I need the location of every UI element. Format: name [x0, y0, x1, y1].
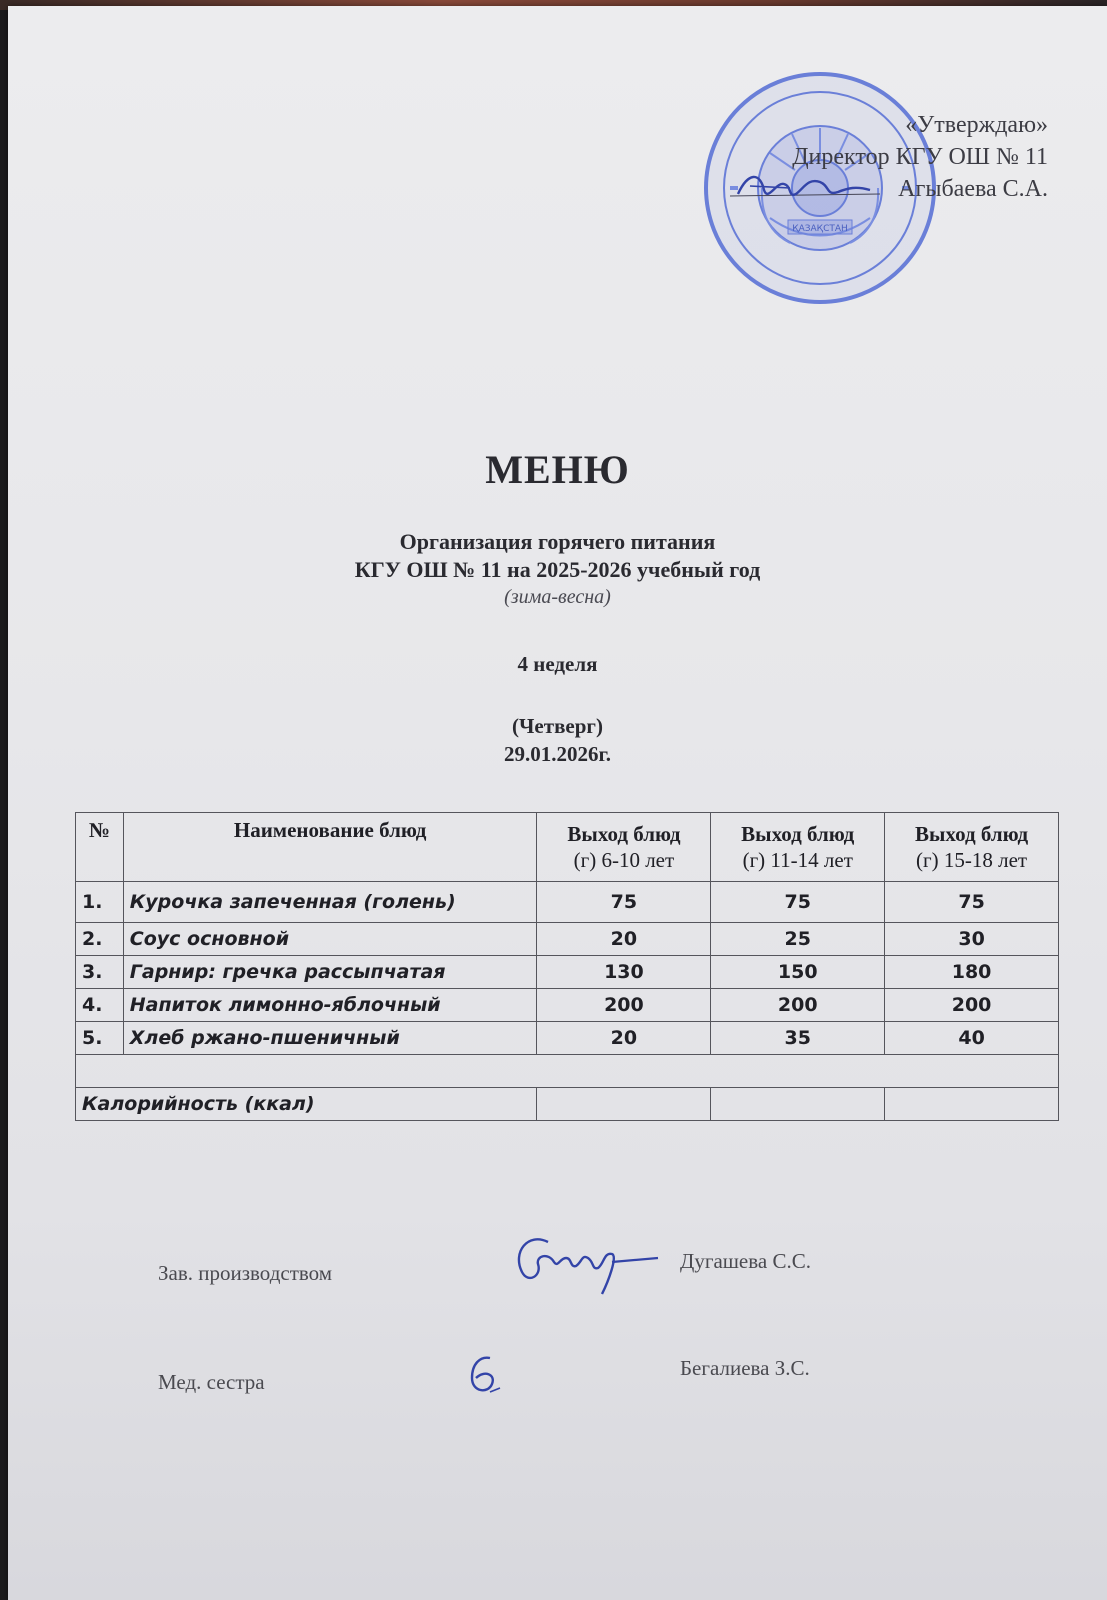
subtitle-line-1: Организация горячего питания — [399, 529, 716, 554]
yield-11-14: 200 — [711, 989, 885, 1022]
header-age-15-18 — [885, 813, 1059, 882]
day-label: (Четверг) — [512, 714, 603, 738]
yield-15-18: 75 — [885, 882, 1059, 923]
role-nurse: Мед. сестра — [158, 1370, 265, 1394]
row-num: 5. — [76, 1022, 124, 1055]
yield-6-10: 200 — [537, 989, 711, 1022]
empty-cell — [76, 1055, 1059, 1088]
header-age-11-14-line1: Выход блюд — [741, 822, 855, 846]
approval-name: Агыбаева С.А. — [898, 176, 1048, 202]
director-signature — [730, 164, 880, 212]
table-header-row — [76, 813, 1059, 882]
table-row — [76, 956, 1059, 989]
empty-row — [76, 1055, 1059, 1088]
approval-position: Директор КГУ ОШ № 11 — [792, 144, 1048, 170]
document-page — [8, 6, 1107, 1600]
header-age-6-10-line1: Выход блюд — [567, 822, 681, 846]
approval-title: «Утверждаю» — [905, 112, 1048, 138]
row-num: 4. — [76, 989, 124, 1022]
yield-6-10: 20 — [537, 923, 711, 956]
yield-6-10: 130 — [537, 956, 711, 989]
yield-11-14: 75 — [711, 882, 885, 923]
dish-name: Напиток лимонно-яблочный — [123, 989, 537, 1022]
page-title: МЕНЮ — [485, 447, 630, 492]
dish-name: Хлеб ржано-пшеничный — [123, 1022, 537, 1055]
yield-15-18: 200 — [885, 989, 1059, 1022]
row-num: 3. — [76, 956, 124, 989]
calorie-row — [76, 1088, 1059, 1121]
yield-15-18: 30 — [885, 923, 1059, 956]
yield-11-14: 35 — [711, 1022, 885, 1055]
yield-11-14: 150 — [711, 956, 885, 989]
nurse-signature — [460, 1352, 510, 1402]
calorie-label: Калорийность (ккал) — [76, 1088, 537, 1121]
header-age-6-10-line2: (г) 6-10 лет — [573, 848, 675, 872]
table-row — [76, 989, 1059, 1022]
yield-15-18: 40 — [885, 1022, 1059, 1055]
row-num: 2. — [76, 923, 124, 956]
dish-name: Соус основной — [123, 923, 537, 956]
menu-table — [75, 812, 1059, 1121]
week-label: 4 неделя — [517, 652, 598, 676]
header-age-11-14-line2: (г) 11-14 лет — [742, 848, 853, 872]
role-production-head: Зав. производством — [158, 1261, 333, 1285]
season-label: (зима-весна) — [504, 586, 611, 608]
production-head-name: Дугашева С.С. — [680, 1249, 811, 1273]
header-age-15-18-line2: (г) 15-18 лет — [916, 848, 1028, 872]
header-age-11-14 — [711, 813, 885, 882]
table-row — [76, 923, 1059, 956]
header-age-6-10 — [537, 813, 711, 882]
subtitle-line-2: КГУ ОШ № 11 на 2025-2026 учебный год — [354, 557, 761, 582]
date-label: 29.01.2026г. — [504, 742, 611, 766]
dish-name: Гарнир: гречка рассыпчатая — [123, 956, 537, 989]
calorie-15-18 — [885, 1088, 1059, 1121]
header-name: Наименование блюд — [123, 813, 537, 882]
stamp-caption: ҚАЗАҚСТАН — [792, 224, 848, 234]
yield-15-18: 180 — [885, 956, 1059, 989]
table-row — [76, 1022, 1059, 1055]
yield-6-10: 75 — [537, 882, 711, 923]
calorie-11-14 — [711, 1088, 885, 1121]
yield-11-14: 25 — [711, 923, 885, 956]
subtitle — [8, 528, 1107, 584]
header-num: № — [76, 813, 124, 882]
table-row — [76, 882, 1059, 923]
day-block — [8, 712, 1107, 768]
nurse-name: Бегалиева З.С. — [680, 1356, 810, 1380]
header-age-15-18-line1: Выход блюд — [915, 822, 1029, 846]
calorie-6-10 — [537, 1088, 711, 1121]
yield-6-10: 20 — [537, 1022, 711, 1055]
dish-name: Курочка запеченная (голень) — [123, 882, 537, 923]
production-head-signature — [508, 1222, 668, 1298]
row-num: 1. — [76, 882, 124, 923]
